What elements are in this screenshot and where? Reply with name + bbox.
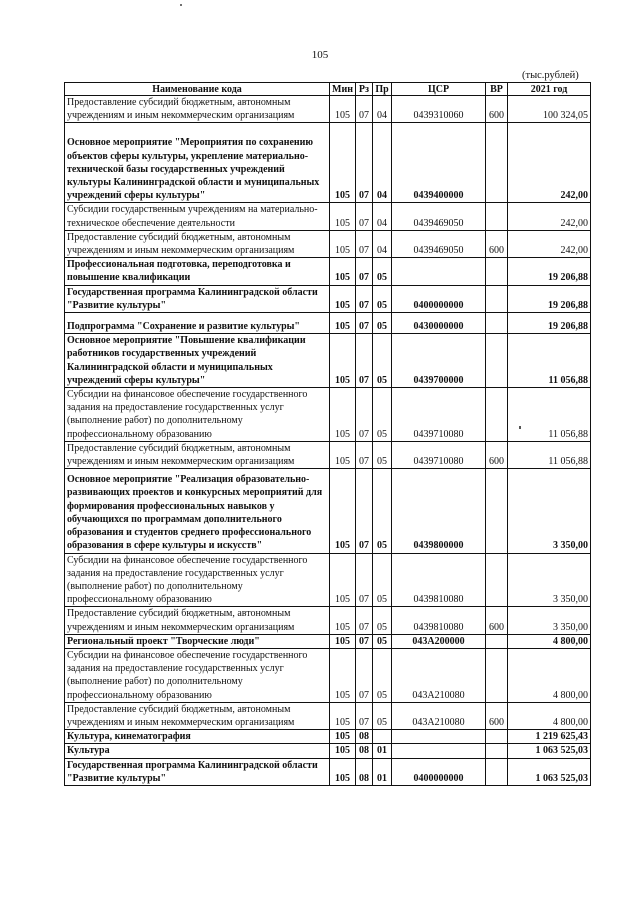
table-row: [65, 730, 591, 744]
cell-csr: 0400000000: [392, 758, 486, 785]
cell-csr: 043A210080: [392, 648, 486, 702]
cell-rz: 07: [356, 388, 373, 442]
cell-sum: 19 206,88: [508, 313, 591, 334]
cell-vr: [486, 634, 508, 648]
header-pr: Пр: [373, 83, 392, 96]
cell-csr: 0439800000: [392, 469, 486, 553]
cell-vr: [486, 123, 508, 203]
table-row: [65, 313, 591, 334]
cell-rz: 07: [356, 553, 373, 607]
cell-pr: 04: [373, 230, 392, 257]
cell-min: 105: [330, 758, 356, 785]
cell-sum: 242,00: [508, 230, 591, 257]
table-row: [65, 758, 591, 785]
cell-csr: 0439810080: [392, 553, 486, 607]
table-row: [65, 744, 591, 758]
cell-pr: 05: [373, 634, 392, 648]
cell-pr: 05: [373, 334, 392, 388]
cell-name: Культура: [65, 744, 330, 758]
cell-csr: 0400000000: [392, 285, 486, 312]
cell-name: Основное мероприятие "Мероприятия по сохранению объектов сферы культуры, укрепление материально-технической базы государственных учреждений культуры Калининградской области и муниципальных учреждений сферы культуры": [65, 123, 330, 203]
cell-vr: [486, 334, 508, 388]
cell-name: Предоставление субсидий бюджетным, автономным учреждениям и иным некоммерческим организациям: [65, 441, 330, 468]
cell-name: Субсидии на финансовое обеспечение государственного задания на предоставление государственных услуг (выполнение работ) по дополнительному профессиональному образованию: [65, 553, 330, 607]
cell-min: 105: [330, 313, 356, 334]
cell-rz: 07: [356, 313, 373, 334]
cell-vr: 600: [486, 702, 508, 729]
cell-rz: 07: [356, 96, 373, 123]
cell-sum: 1 219 625,43: [508, 730, 591, 744]
cell-rz: 07: [356, 258, 373, 285]
cell-pr: 04: [373, 203, 392, 230]
unit-note: (тыс.рублей): [522, 70, 579, 81]
cell-rz: 07: [356, 441, 373, 468]
cell-sum: 4 800,00: [508, 634, 591, 648]
table-row: [65, 553, 591, 607]
cell-name: Предоставление субсидий бюджетным, автономным учреждениям и иным некоммерческим организациям: [65, 230, 330, 257]
cell-pr: 05: [373, 258, 392, 285]
cell-pr: 05: [373, 441, 392, 468]
cell-pr: 05: [373, 553, 392, 607]
header-rz: Рз: [356, 83, 373, 96]
cell-csr: 0439810080: [392, 607, 486, 634]
cell-rz: 07: [356, 702, 373, 729]
cell-sum: 4 800,00: [508, 702, 591, 729]
cell-pr: 05: [373, 388, 392, 442]
cell-csr: 0430000000: [392, 313, 486, 334]
cell-vr: 600: [486, 96, 508, 123]
table-row: [65, 634, 591, 648]
cell-rz: 07: [356, 648, 373, 702]
cell-name: Основное мероприятие "Реализация образовательно-развивающих проектов и конкурсных мероприятий для формирования профессиональных навыков у обучающихся по программам дополнительного образования и студентов среднего профессионального образования в сфере культуры и искусств": [65, 469, 330, 553]
cell-name: Предоставление субсидий бюджетным, автономным учреждениям и иным некоммерческим организациям: [65, 607, 330, 634]
cell-rz: 07: [356, 634, 373, 648]
cell-name: Субсидии на финансовое обеспечение государственного задания на предоставление государственных услуг (выполнение работ) по дополнительному профессиональному образованию: [65, 648, 330, 702]
cell-name: Государственная программа Калининградской области "Развитие культуры": [65, 758, 330, 785]
cell-min: 105: [330, 634, 356, 648]
cell-rz: 08: [356, 758, 373, 785]
cell-vr: [486, 553, 508, 607]
cell-sum: 11 056,88: [508, 388, 591, 442]
cell-sum: 19 206,88: [508, 258, 591, 285]
cell-rz: 08: [356, 744, 373, 758]
cell-vr: [486, 648, 508, 702]
header-min: Мин: [330, 83, 356, 96]
table-row: [65, 203, 591, 230]
header-sum: 2021 год: [508, 83, 591, 96]
cell-vr: [486, 744, 508, 758]
cell-csr: 043A210080: [392, 702, 486, 729]
cell-sum: 3 350,00: [508, 469, 591, 553]
cell-vr: [486, 469, 508, 553]
cell-sum: 11 056,88: [508, 334, 591, 388]
cell-min: 105: [330, 730, 356, 744]
page-number: 105: [311, 49, 329, 61]
cell-sum: 3 350,00: [508, 553, 591, 607]
cell-min: 105: [330, 334, 356, 388]
table-row: [65, 469, 591, 553]
cell-name: Региональный проект "Творческие люди": [65, 634, 330, 648]
cell-name: Государственная программа Калининградской области "Развитие культуры": [65, 285, 330, 312]
table-row: [65, 441, 591, 468]
cell-vr: 600: [486, 607, 508, 634]
table-row: [65, 123, 591, 203]
cell-pr: 04: [373, 123, 392, 203]
table-row: [65, 388, 591, 442]
table-row: [65, 702, 591, 729]
cell-vr: [486, 203, 508, 230]
scan-speck: [180, 4, 182, 6]
cell-csr: [392, 258, 486, 285]
table-row: [65, 648, 591, 702]
cell-vr: [486, 758, 508, 785]
table-row: [65, 334, 591, 388]
cell-vr: [486, 388, 508, 442]
header-csr: ЦСР: [392, 83, 486, 96]
cell-sum: 1 063 525,03: [508, 758, 591, 785]
cell-min: 105: [330, 123, 356, 203]
cell-csr: 0439710080: [392, 441, 486, 468]
table-row: [65, 285, 591, 312]
cell-min: 105: [330, 441, 356, 468]
cell-vr: 600: [486, 230, 508, 257]
cell-name: Подпрограмма "Сохранение и развитие культуры": [65, 313, 330, 334]
cell-rz: 07: [356, 203, 373, 230]
cell-min: 105: [330, 203, 356, 230]
cell-csr: 0439310060: [392, 96, 486, 123]
cell-sum: 242,00: [508, 123, 591, 203]
cell-name: Основное мероприятие "Повышение квалификации работников государственных учреждений Калининградской области и муниципальных учреждений сферы культуры": [65, 334, 330, 388]
cell-rz: 07: [356, 285, 373, 312]
cell-csr: [392, 744, 486, 758]
cell-vr: [486, 285, 508, 312]
cell-pr: 01: [373, 744, 392, 758]
cell-sum: 1 063 525,03: [508, 744, 591, 758]
cell-pr: 05: [373, 285, 392, 312]
cell-csr: 0439710080: [392, 388, 486, 442]
cell-csr: 0439469050: [392, 203, 486, 230]
cell-name: Предоставление субсидий бюджетным, автономным учреждениям и иным некоммерческим организациям: [65, 96, 330, 123]
cell-name: Субсидии на финансовое обеспечение государственного задания на предоставление государственных услуг (выполнение работ) по дополнительному профессиональному образованию: [65, 388, 330, 442]
cell-sum: 100 324,05: [508, 96, 591, 123]
cell-csr: 043A200000: [392, 634, 486, 648]
cell-rz: 07: [356, 334, 373, 388]
table-row: [65, 230, 591, 257]
cell-csr: 0439700000: [392, 334, 486, 388]
header-name: Наименование кода: [65, 83, 330, 96]
cell-pr: 05: [373, 469, 392, 553]
cell-min: 105: [330, 607, 356, 634]
cell-min: 105: [330, 285, 356, 312]
cell-csr: 0439400000: [392, 123, 486, 203]
table-row: [65, 96, 591, 123]
cell-name: Профессиональная подготовка, переподготовка и повышение квалификации: [65, 258, 330, 285]
cell-csr: [392, 730, 486, 744]
cell-sum: 3 350,00: [508, 607, 591, 634]
cell-min: 105: [330, 553, 356, 607]
cell-rz: 07: [356, 230, 373, 257]
cell-name: Культура, кинематография: [65, 730, 330, 744]
cell-min: 105: [330, 702, 356, 729]
cell-name: Субсидии государственным учреждениям на материально-техническое обеспечение деятельности: [65, 203, 330, 230]
table-row: [65, 607, 591, 634]
cell-min: 105: [330, 96, 356, 123]
cell-min: 105: [330, 469, 356, 553]
cell-min: 105: [330, 230, 356, 257]
table-header-row: [65, 83, 591, 96]
cell-pr: 04: [373, 96, 392, 123]
cell-sum: 11 056,88: [508, 441, 591, 468]
cell-rz: 08: [356, 730, 373, 744]
cell-csr: 0439469050: [392, 230, 486, 257]
cell-pr: 05: [373, 607, 392, 634]
cell-rz: 07: [356, 123, 373, 203]
cell-min: 105: [330, 258, 356, 285]
cell-sum: 242,00: [508, 203, 591, 230]
cell-vr: [486, 730, 508, 744]
cell-name: Предоставление субсидий бюджетным, автономным учреждениям и иным некоммерческим организациям: [65, 702, 330, 729]
cell-pr: 05: [373, 313, 392, 334]
cell-vr: [486, 258, 508, 285]
cell-vr: 600: [486, 441, 508, 468]
cell-pr: [373, 730, 392, 744]
cell-pr: 05: [373, 702, 392, 729]
cell-min: 105: [330, 648, 356, 702]
cell-min: 105: [330, 744, 356, 758]
cell-pr: 05: [373, 648, 392, 702]
cell-rz: 07: [356, 469, 373, 553]
cell-sum: 4 800,00: [508, 648, 591, 702]
cell-pr: 01: [373, 758, 392, 785]
cell-min: 105: [330, 388, 356, 442]
cell-rz: 07: [356, 607, 373, 634]
header-vr: ВР: [486, 83, 508, 96]
cell-vr: [486, 313, 508, 334]
budget-table: [64, 82, 591, 786]
cell-sum: 19 206,88: [508, 285, 591, 312]
table-row: [65, 258, 591, 285]
